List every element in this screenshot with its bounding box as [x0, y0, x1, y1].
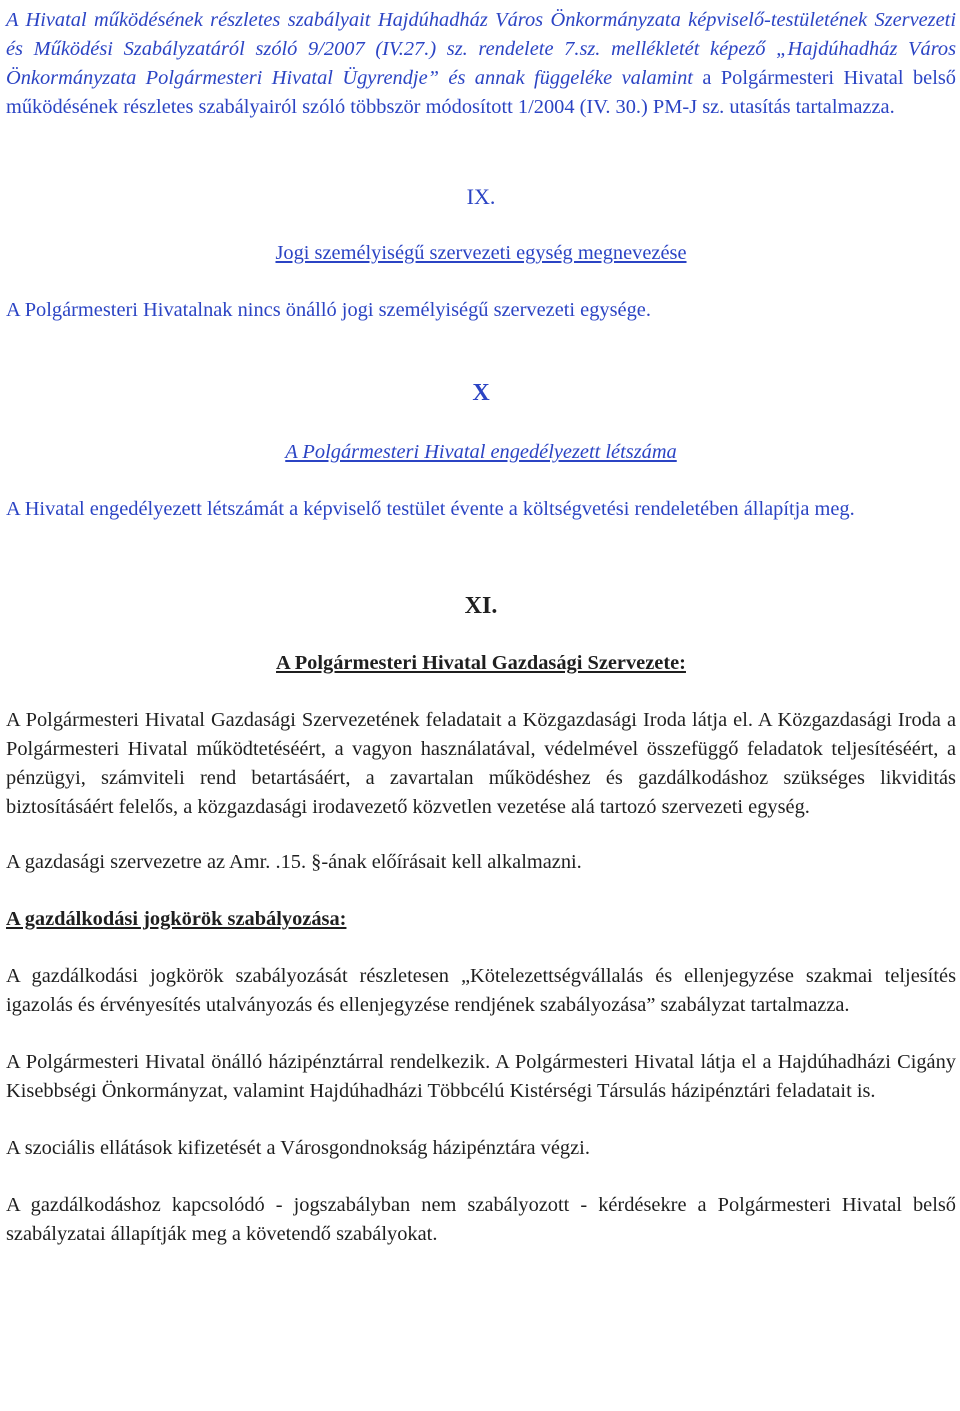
- section-xi-paragraph-1: A Polgármesteri Hivatal Gazdasági Szervezetének feladatait a Közgazdasági Iroda látja el. A Közgazdasági Iroda a Polgármesteri Hivatal működtetéséért, a vagyon használatával, védelmével összefüggő feladatok teljesítéséért, a pénzügyi, számviteli rend betartásáért, a zavartalan működéshez és gazdálkodáshoz szükséges likviditás biztosításáért felelős, a közgazdasági irodavezető közvetlen vezetése alá tartozó szervezeti egység.: [6, 709, 956, 818]
- section-ix-number: IX.: [466, 184, 496, 209]
- section-xi-title: A Polgármesteri Hivatal Gazdasági Szervezete:: [276, 652, 686, 674]
- section-ix-title: Jogi személyiségű szervezeti egység megnevezése: [275, 242, 687, 264]
- section-x-title: A Polgármesteri Hivatal engedélyezett létszáma: [285, 441, 677, 463]
- intro-paragraph: [6, 6, 956, 122]
- section-xi-paragraph-2: A gazdasági szervezetre az Amr. .15. §-ának előírásait kell alkalmazni.: [6, 851, 582, 873]
- section-xi-number: XI.: [464, 593, 498, 619]
- section-ix-text: A Polgármesteri Hivatalnak nincs önálló jogi személyiségű szervezeti egysége.: [6, 299, 651, 321]
- document-page: [6, 6, 956, 1249]
- section-x-text: A Hivatal engedélyezett létszámát a képviselő testület évente a költségvetési rendeletében állapítja meg.: [6, 498, 855, 520]
- section-x-number: X: [472, 380, 490, 406]
- jogkor-paragraph-3: A szociális ellátások kifizetését a Városgondnokság házipénztára végzi.: [6, 1137, 590, 1159]
- jogkor-paragraph-2: A Polgármesteri Hivatal önálló házipénztárral rendelkezik. A Polgármesteri Hivatal látja el a Hajdúhadházi Cigány Kisebbségi Önkormányzat, valamint Hajdúhadházi Többcélú Kistérségi Társulás házipénztári feladatait is.: [6, 1051, 956, 1102]
- jogkor-title: A gazdálkodási jogkörök szabályozása:: [6, 908, 347, 930]
- intro-italic-text: A Hivatal működésének részletes szabályait Hajdúhadház Város Önkormányzata képviselő-testületének Szervezeti és Működési Szabályzatáról szóló 9/2007 (IV.27.) sz. rendelete 7.sz. mellékletét képező „Hajdúhadház Város Önkormányzata Polgármesteri Hivatal Ügyrendje” és annak függeléke valamint: [6, 9, 956, 89]
- jogkor-paragraph-4: A gazdálkodáshoz kapcsolódó - jogszabályban nem szabályozott - kérdésekre a Polgármesteri Hivatal belső szabályzatai állapítják meg a követendő szabályokat.: [6, 1194, 956, 1245]
- intro-regular-text: a Polgármesteri Hivatal belső működésének részletes szabályairól szóló többször módosított 1/2004 (IV. 30.) PM-J sz. utasítás tartalmazza.: [6, 67, 956, 118]
- jogkor-paragraph-1: A gazdálkodási jogkörök szabályozását részletesen „Kötelezettségvállalás és ellenjegyzése szakmai teljesítés igazolás és érvényesítés utalványozás és ellenjegyzése rendjének szabályozása” szabályzat tartalmazza.: [6, 965, 956, 1016]
